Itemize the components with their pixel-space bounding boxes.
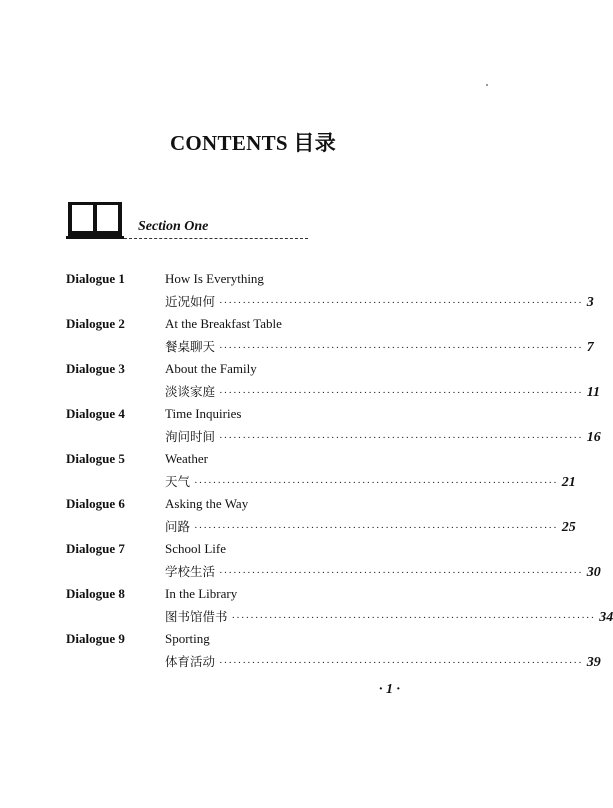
dialogue-title[interactable]: How Is Everything: [165, 271, 264, 286]
section-label: Section One: [138, 219, 209, 234]
dialogue-label: Dialogue 7: [66, 541, 125, 556]
toc-entry[interactable]: [0, 496, 576, 541]
dialogue-title[interactable]: In the Library: [165, 586, 238, 601]
page-ref: 21: [561, 475, 576, 490]
dialogue-label: Dialogue 6: [66, 496, 125, 511]
dot-leader: ··············································································: [219, 567, 583, 579]
dot-leader: ··············································································: [194, 522, 558, 534]
dialogue-label: Dialogue 2: [66, 316, 125, 331]
dot-leader: ··············································································: [194, 477, 558, 489]
dialogue-label: Dialogue 5: [66, 451, 125, 466]
dialogue-title-chinese[interactable]: 体育活动: [165, 654, 216, 669]
dot-leader: ··············································································: [219, 432, 583, 444]
dot-leader: ··············································································: [219, 342, 583, 354]
dialogue-title[interactable]: School Life: [165, 541, 227, 556]
dialogue-title-chinese[interactable]: 问路: [165, 519, 191, 534]
dialogue-title-chinese[interactable]: 淡谈家庭: [165, 384, 216, 399]
dialogue-title-chinese[interactable]: 餐桌聊天: [165, 339, 216, 354]
toc-entry[interactable]: [0, 406, 601, 451]
dialogue-label: Dialogue 9: [66, 631, 125, 646]
toc-entry[interactable]: [0, 316, 594, 361]
dialogue-title[interactable]: At the Breakfast Table: [165, 316, 282, 331]
toc-entry[interactable]: [0, 271, 594, 316]
page-ref: 30: [586, 565, 601, 580]
page-number: · 1 ·: [379, 682, 400, 697]
section-header: [66, 200, 256, 246]
page-ref: 7: [586, 340, 594, 355]
scan-speck: [486, 84, 488, 86]
dot-leader: ··············································································: [231, 612, 596, 624]
dialogue-title[interactable]: Weather: [165, 451, 208, 466]
dialogue-label: Dialogue 4: [66, 406, 125, 421]
page-ref: 34: [599, 610, 613, 625]
toc-entry[interactable]: [0, 586, 613, 631]
dialogue-title[interactable]: Asking the Way: [165, 496, 249, 511]
dot-leader: ··············································································: [219, 657, 583, 669]
page-ref: 16: [586, 430, 601, 445]
toc-entry[interactable]: [0, 631, 601, 676]
page-title: CONTENTS 目录: [169, 131, 337, 155]
dialogue-title-chinese[interactable]: 洵问时间: [165, 429, 216, 444]
dialogue-title-chinese[interactable]: 天气: [165, 474, 191, 489]
dialogue-label: Dialogue 3: [66, 361, 125, 376]
page-ref: 39: [586, 655, 601, 670]
page-ref: 11: [586, 385, 600, 400]
dialogue-title[interactable]: Time Inquiries: [165, 406, 242, 421]
dialogue-title-chinese[interactable]: 图书馆借书: [165, 609, 228, 624]
dialogue-label: Dialogue 8: [66, 586, 125, 601]
dialogue-title[interactable]: Sporting: [165, 631, 210, 646]
section-divider: [124, 238, 308, 239]
dialogue-label: Dialogue 1: [66, 271, 125, 286]
toc-entry[interactable]: [0, 541, 601, 586]
dialogue-title-chinese[interactable]: 学校生活: [165, 564, 216, 579]
toc-entry[interactable]: [0, 361, 600, 406]
dialogue-title-chinese[interactable]: 近况如何: [165, 294, 216, 309]
dot-leader: ··············································································: [219, 297, 583, 309]
toc-entry[interactable]: [0, 451, 576, 496]
dialogue-title[interactable]: About the Family: [165, 361, 257, 376]
open-book-icon: [66, 200, 124, 240]
page-ref: 25: [561, 520, 576, 535]
dot-leader: ··············································································: [219, 387, 583, 399]
page-ref: 3: [586, 295, 594, 310]
